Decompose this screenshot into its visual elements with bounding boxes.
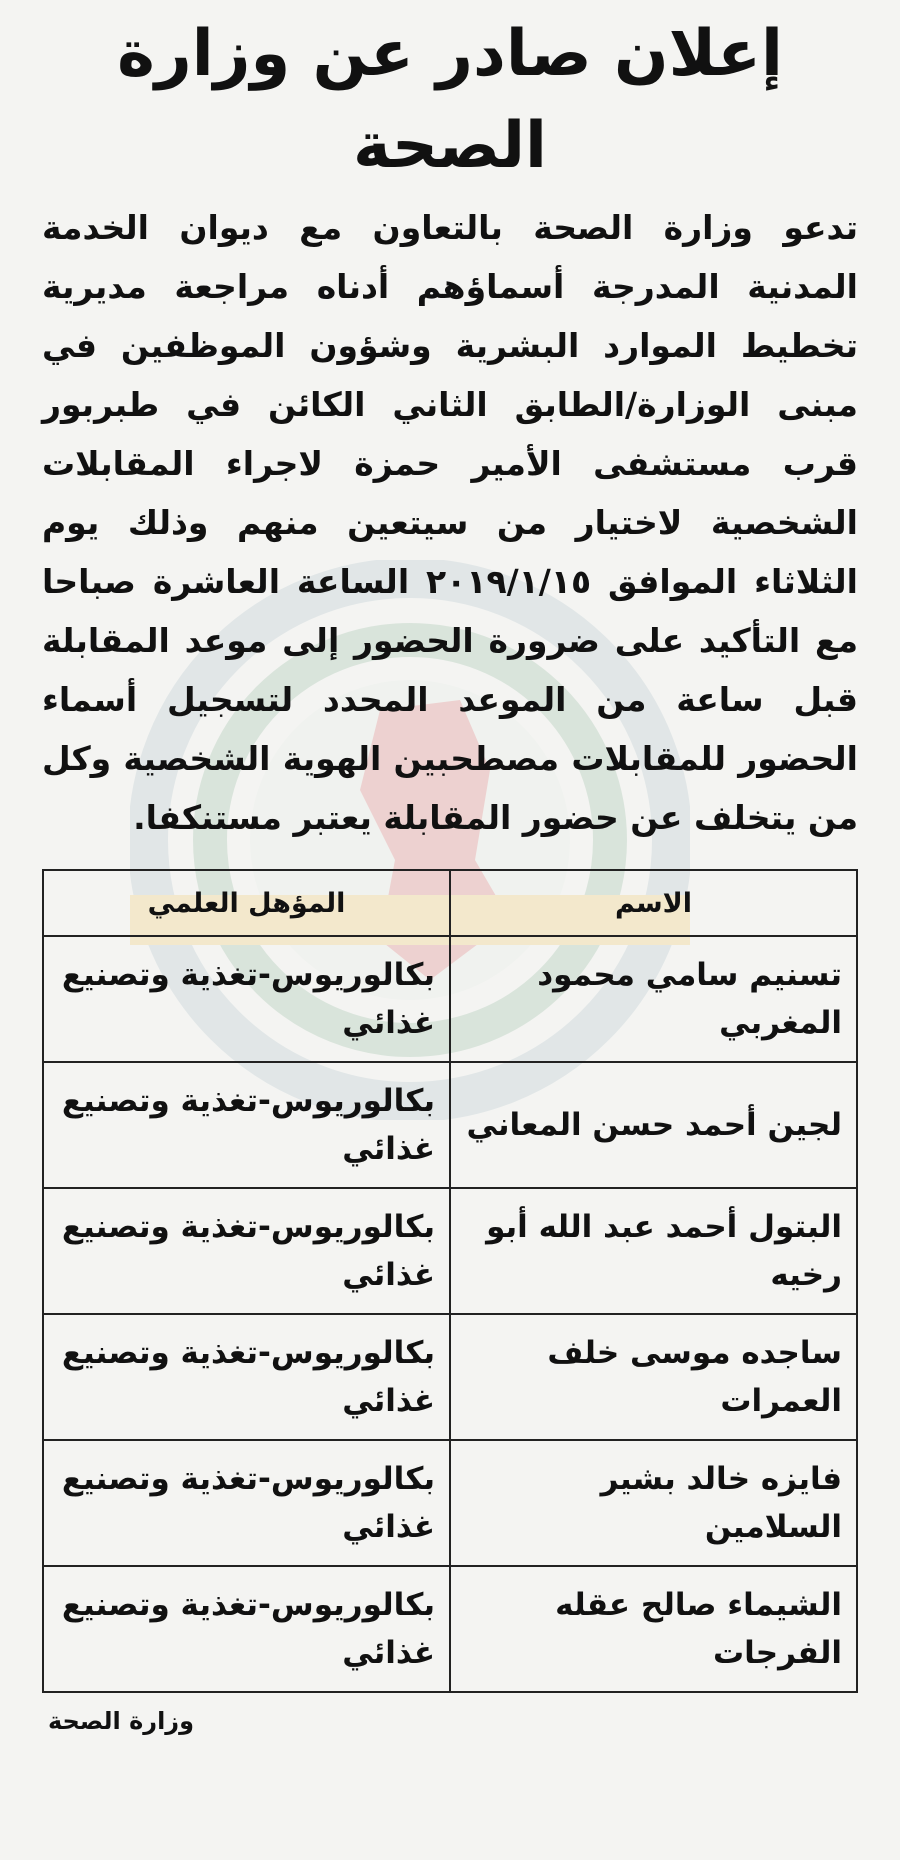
candidate-name: الشيماء صالح عقله الفرجات	[450, 1566, 857, 1692]
table-row	[43, 1566, 857, 1692]
announcement-body: تدعو وزارة الصحة بالتعاون مع ديوان الخدمة المدنية المدرجة أسماؤهم أدناه مراجعة مديرية تخطيط الموارد البشرية وشؤون الموظفين في مبنى الوزارة/الطابق الثاني الكائن في طبربور قرب مستشفى الأمير حمزة لاجراء المقابلات الشخصية لاختيار من سيتعين منهم وذلك يوم الثلاثاء الموافق ٢٠١٩/١/١٥ الساعة العاشرة صباحا مع التأكيد على ضرورة الحضور إلى موعد المقابلة قبل ساعة من الموعد المحدد لتسجيل أسماء الحضور للمقابلات مصطحبين الهوية الشخصية وكل من يتخلف عن حضور المقابلة يعتبر مستنكفا.	[42, 208, 858, 837]
candidate-qualification: بكالوريوس-تغذية وتصنيع غذائي	[43, 1062, 450, 1188]
candidate-name: لجين أحمد حسن المعاني	[450, 1062, 857, 1188]
table-row	[43, 1062, 857, 1188]
announcement-title: إعلان صادر عن وزارة الصحة	[117, 17, 783, 183]
candidate-qualification: بكالوريوس-تغذية وتصنيع غذائي	[43, 1314, 450, 1440]
table-row	[43, 1440, 857, 1566]
table-row	[43, 1314, 857, 1440]
candidate-name: البتول أحمد عبد الله أبو رخيه	[450, 1188, 857, 1314]
candidate-qualification: بكالوريوس-تغذية وتصنيع غذائي	[43, 1566, 450, 1692]
candidate-name: ساجده موسى خلف العمرات	[450, 1314, 857, 1440]
candidate-name: فايزه خالد بشير السلامين	[450, 1440, 857, 1566]
candidate-name: تسنيم سامي محمود المغربي	[450, 936, 857, 1062]
candidate-qualification: بكالوريوس-تغذية وتصنيع غذائي	[43, 1440, 450, 1566]
ministry-signature: وزارة الصحة	[48, 1707, 195, 1735]
table-header-row	[43, 870, 857, 936]
candidates-table	[42, 869, 858, 1693]
header-name: الاسم	[450, 870, 857, 936]
header-qualification: المؤهل العلمي	[43, 870, 450, 936]
candidate-qualification: بكالوريوس-تغذية وتصنيع غذائي	[43, 936, 450, 1062]
candidate-qualification: بكالوريوس-تغذية وتصنيع غذائي	[43, 1188, 450, 1314]
table-row	[43, 1188, 857, 1314]
table-row	[43, 936, 857, 1062]
